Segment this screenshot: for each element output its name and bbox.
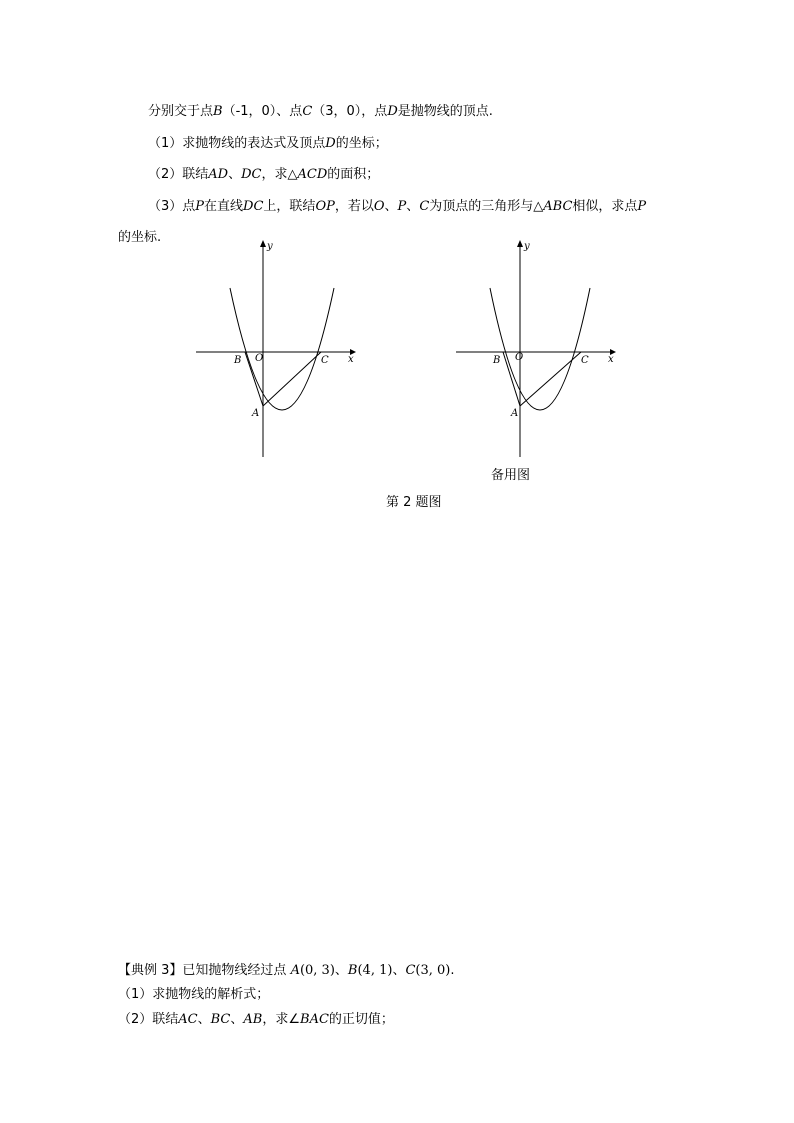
- question-3-continued: [118, 230, 161, 246]
- coordinate: (3, 0): [415, 963, 451, 978]
- text-segment: 的面积；: [327, 167, 380, 182]
- point-label: P: [195, 199, 205, 214]
- text-segment: 、: [392, 963, 406, 978]
- origin-label: O: [515, 352, 524, 363]
- text-segment: 为顶点的三角形与△: [429, 199, 544, 214]
- segment-label: OP: [315, 199, 335, 214]
- point-label: B: [347, 963, 358, 978]
- y-axis-label: y: [524, 241, 530, 252]
- text-segment: （1）求抛物线的表达式及顶点: [148, 136, 326, 151]
- text-segment: 已知抛物线经过点: [182, 963, 287, 978]
- text-segment: 、: [384, 199, 398, 214]
- point-label: D: [387, 104, 398, 119]
- parabola-graph: [190, 235, 360, 460]
- coordinate: (4, 1): [357, 963, 393, 978]
- y-axis-arrow-icon: [260, 240, 266, 247]
- segment-label: DC: [241, 167, 262, 182]
- text-segment: ，求△: [261, 167, 298, 182]
- text-segment: 、: [197, 1012, 211, 1027]
- question-1: [148, 136, 388, 152]
- point-label: P: [637, 199, 647, 214]
- text-segment: 相似，求点: [572, 199, 638, 214]
- segment-label: AD: [208, 167, 229, 182]
- text-segment: 、: [334, 963, 348, 978]
- segment-ac: [520, 352, 581, 406]
- point-b-label: B: [493, 355, 501, 366]
- point-a-label: A: [511, 408, 519, 419]
- question-2: [148, 167, 379, 183]
- point-a-label: A: [252, 408, 260, 419]
- angle-label: BAC: [300, 1012, 329, 1027]
- point-label: C: [405, 963, 416, 978]
- point-label: D: [325, 136, 336, 151]
- backup-figure-caption: 备用图: [491, 468, 531, 483]
- text-segment: .: [450, 963, 455, 978]
- parabola-figure-backup: [450, 235, 620, 460]
- triangle-label: ACD: [297, 167, 328, 182]
- parabola-graph-backup: [450, 235, 620, 460]
- question-3: [148, 199, 646, 215]
- parabola-curve: [490, 288, 590, 410]
- origin-label: O: [255, 353, 264, 364]
- example-tag: 【典例 3】: [118, 963, 183, 978]
- x-axis-label: x: [348, 354, 354, 365]
- y-axis-label: y: [267, 241, 273, 252]
- point-label: A: [290, 963, 300, 978]
- example-3-question-2: [118, 1012, 394, 1028]
- segment-label: AB: [243, 1012, 263, 1027]
- text-segment: 在直线: [204, 199, 244, 214]
- point-label: B: [213, 104, 223, 119]
- text-segment: 的坐标.: [118, 230, 162, 245]
- text-segment: （2）联结: [148, 167, 209, 182]
- y-axis-arrow-icon: [517, 240, 523, 247]
- segment-label: BC: [210, 1012, 231, 1027]
- text-segment: 的正切值；: [328, 1012, 394, 1027]
- segment-label: AC: [178, 1012, 198, 1027]
- text-segment: 分别交于点: [148, 104, 214, 119]
- text-segment: ，求∠: [262, 1012, 301, 1027]
- example-3-intro: [118, 963, 455, 979]
- text-segment: （3，0），点: [312, 104, 388, 119]
- point-label: P: [397, 199, 407, 214]
- point-c-label: C: [321, 355, 329, 366]
- segment-label: DC: [243, 199, 264, 214]
- point-label: O: [373, 199, 385, 214]
- point-label: C: [302, 104, 313, 119]
- problem-text-line-1: [148, 104, 493, 120]
- point-c-label: C: [581, 355, 589, 366]
- text-segment: 的坐标；: [335, 136, 388, 151]
- parabola-figure-main: [190, 235, 360, 460]
- text-segment: 、: [228, 167, 242, 182]
- parabola-curve: [230, 288, 334, 410]
- example-3-question-1: （1）求抛物线的解析式；: [118, 987, 270, 1002]
- text-segment: ，若以: [334, 199, 374, 214]
- triangle-label: ABC: [543, 199, 573, 214]
- x-axis-label: x: [608, 354, 614, 365]
- text-segment: 、: [406, 199, 420, 214]
- coordinate: (0, 3): [299, 963, 335, 978]
- point-label: C: [419, 199, 430, 214]
- text-segment: （3）点: [148, 199, 196, 214]
- figure-caption: 第 2 题图: [386, 495, 442, 510]
- segment-ac: [263, 352, 321, 406]
- text-segment: 、: [230, 1012, 244, 1027]
- point-b-label: B: [234, 355, 242, 366]
- text-segment: （-1，0）、点: [222, 104, 303, 119]
- text-segment: 是抛物线的顶点.: [397, 104, 493, 119]
- text-segment: 上，联结: [263, 199, 316, 214]
- text-segment: （2）联结: [118, 1012, 179, 1027]
